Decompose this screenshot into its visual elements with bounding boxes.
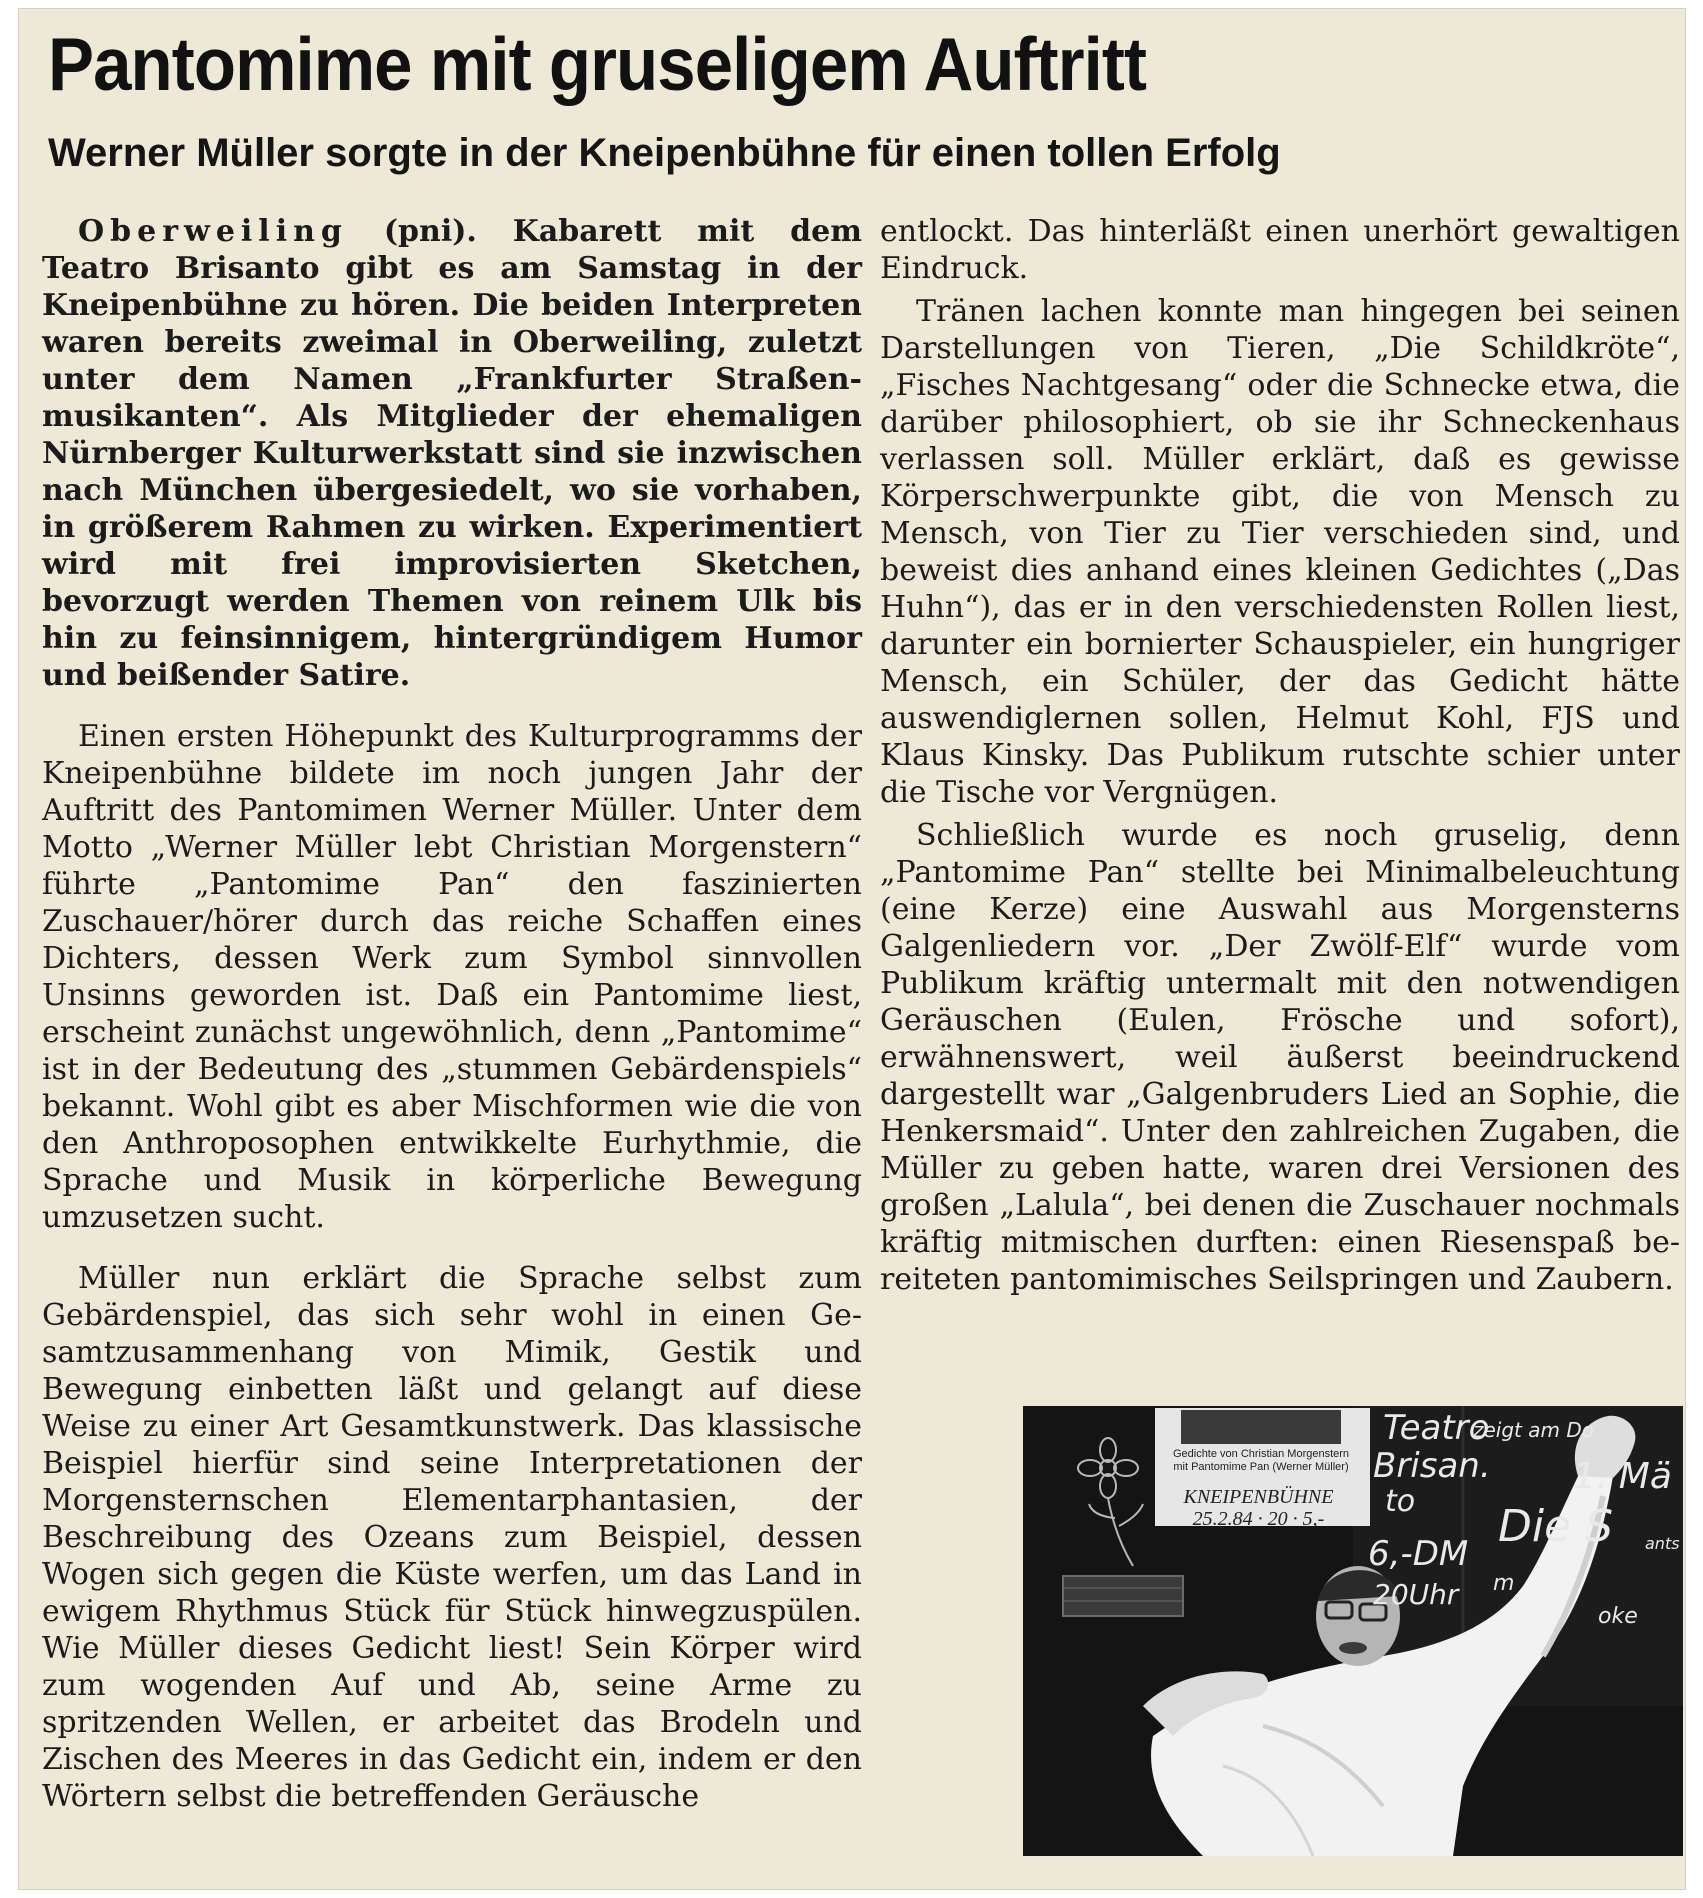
lead-text: (pni). Kabarett mit dem Teatro Brisanto gibt es am Samstag in der Kneipenbühne zu hören. Die beiden Interpreten waren bereits zweimal in Oberweiling, zuletzt unter dem Namen „Frankfurter Straßenmusikanten“. Als Mitglieder der ehemaligen Nürnberger Kulturwerkstatt sind sie inzwischen nach München übergesiedelt, wo sie vorhaben, in größerem Rahmen zu wirken. Experimentiert wird mit frei improvisierten Sketchen, bevorzugt werden Themen von reinem Ulk bis hin zu feinsinnigem, hintergründigem Humor und beißender Satire. [42,214,862,693]
chalk-text-5: 20Uhr [1373,1578,1459,1611]
subheadline: Werner Müller sorgte in der Kneipenbühne für einen tollen Erfolg [48,131,1281,175]
chalk-text-10: oke [1598,1604,1638,1629]
chalk-text-9: m [1493,1571,1515,1596]
poster-line-2: mit Pantomime Pan (Werner Müller) [1173,1461,1349,1473]
chalk-text-7: 1. Mä [1573,1456,1672,1497]
poster-line-1: Gedichte von Christian Morgenstern [1172,1448,1350,1460]
poster-venue: KNEIPENBÜHNE [1183,1486,1334,1508]
basket-shape [1063,1576,1183,1616]
body-paragraph-4: Tränen lachen konnte man hingegen bei seinen Darstellungen von Tieren, „Die Schildkröte“, „Fisches Nachtgesang“ oder die Schnecke etwa, die darüber philosophiert, ob sie ihr Schneckenhaus verlassen soll. Müller erklärt, daß es gewisse Körperschwerpunkte gibt, die von Mensch zu Mensch, von Tier zu Tier verschieden sind, und beweist dies anhand eines kleinen Gedichtes („Das Huhn“), das er in den verschiedensten Rollen liest, darunter ein bornierter Schauspieler, ein hungriger Mensch, ein Schüler, der das Gedicht hätte auswendiglernen sollen, Helmut Kohl, FJS und Klaus Kinsky. Das Publikum rutschte schier unter die Tische vor Vergnügen. [880,294,1680,810]
article-photo [1023,1406,1683,1856]
chalk-text-3: to [1385,1484,1416,1519]
article-column-right [880,213,1680,1298]
body-paragraph-3: entlockt. Das hinterläßt einen unerhört gewaltigen Eindruck. [880,214,1680,286]
body-paragraph-2: Müller nun erklärt die Sprache selbst zum Gebärdenspiel, das sich sehr wohl in einen Gesamtzusammenhang von Mimik, Gestik und Bewegung einbetten läßt und gelangt auf diese Weise zu einer Art Gesamtkunstwerk. Das klassische Beispiel hierfür sind seine Interpretationen der Morgensternschen Elementarphantasien, der Beschreibung des Ozeans zum Beispiel, dessen Wogen sich gegen die Küste werfen, um das Land in ewigem Rhythmus Stück für Stück hinwegzuspülen. Wie Müller dieses Gedicht liest! Sein Körper wird zum wogenden Auf und Ab, seine Arme zu spritzenden Wellen, er arbeitet das Brodeln und Zischen des Meeres in das Gedicht ein, indem er den Wörtern selbst die betreffenden Geräusche [42,1261,862,1814]
lead-paragraph [42,213,862,694]
chalk-text-6: zeigt am Do [1473,1418,1594,1442]
chalk-text-2: Brisan. [1373,1446,1491,1486]
chalk-text-8: Die S [1498,1501,1614,1552]
chalk-text-1: Teatro [1383,1408,1490,1448]
poster-date: 25.2.84 · 20 · 5,- [1192,1508,1325,1530]
article-column-left [42,213,862,1815]
chalk-text-4: 6,-DM [1368,1534,1469,1574]
body-paragraph-1: Einen ersten Höhepunkt des Kulturprogramms der Kneipenbühne bildete im noch jungen Jahr der Auftritt des Pantomimen Werner Müller. Unter dem Motto „Werner Müller lebt Christian Morgenstern“ führte „Pantomime Pan“ den faszinierten Zuschauer/hörer durch das reiche Schaffen eines Dichters, dessen Werk zum Symbol sinnvollen Unsinns geworden ist. Daß ein Pantomime liest, erscheint zunächst ungewöhnlich, denn „Pantomime“ ist in der Bedeutung des „stummen Gebärdenspiels“ bekannt. Wohl gibt es aber Mischformen wie die von den Anthroposophen entwikkelte Eurhythmie, die Sprache und Musik in körperliche Bewegung umzusetzen sucht. [42,719,862,1235]
poster-strip [1151,1486,1366,1530]
newspaper-clipping [18,8,1686,1890]
chalk-text-11: ants [1645,1534,1680,1553]
body-paragraph-5: Schließlich wurde es noch gruselig, denn „Pantomime Pan“ stellte bei Minimalbeleuchtung (eine Kerze) eine Auswahl aus Morgensterns Galgenliedern vor. „Der Zwölf-Elf“ wurde vom Publikum kräftig untermalt mit den notwendigen Geräuschen (Eulen, Frösche und sofort), erwähnenswert, weil äußerst beeindruckend dargestellt war „Galgenbruders Lied an Sophie, die Henkersmaid“. Unter den zahlreichen Zugaben, die Müller zu geben hatte, waren drei Versionen des großen „Lalula“, bei denen die Zuschauer nochmals kräftig mitmischen durften: einen Riesenspaß bereiteten pantomimisches Seilspringen und Zaubern. [880,818,1680,1297]
headline: Pantomime mit gruseligem Auftritt [48,22,1147,106]
dateline-place: Oberweiling [78,214,348,249]
poster-caption [1161,1448,1361,1474]
